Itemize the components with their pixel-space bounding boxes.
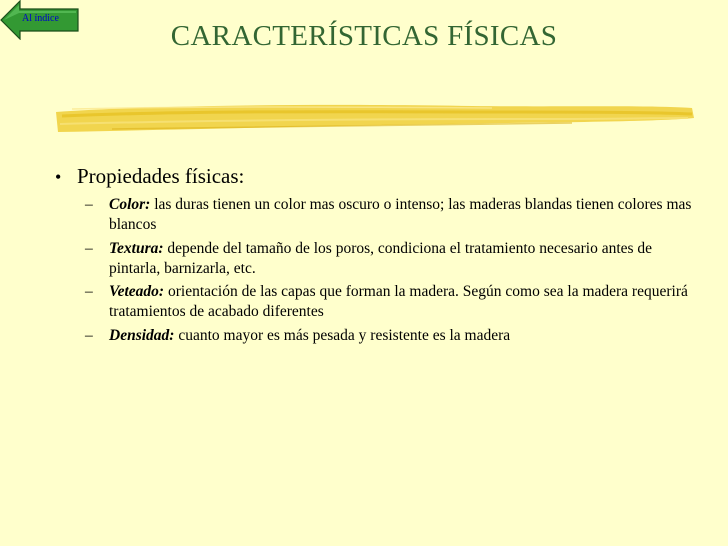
- back-button-label: Al índice: [22, 13, 59, 24]
- item-text: las duras tienen un color mas oscuro o intenso; las maderas blandas tienen colores mas blancos: [109, 196, 692, 233]
- dash-icon: –: [85, 196, 93, 213]
- list-item: [85, 239, 705, 279]
- item-text: orientación de las capas que forman la madera. Según como sea la madera requerirá tratamientos de acabado diferentes: [109, 283, 688, 320]
- item-term: Densidad:: [109, 326, 175, 344]
- list-item: [85, 326, 705, 346]
- item-term: Veteado:: [109, 283, 165, 300]
- item-text: cuanto mayor es más pesada y resistente es la madera: [178, 326, 511, 344]
- sub-bullet-list: [55, 195, 705, 346]
- main-bullet: [55, 163, 705, 191]
- item-text: depende del tamaño de los poros, condiciona el tratamiento necesario antes de pintarla, barnizarla, etc.: [109, 239, 653, 277]
- main-bullet-text: Propiedades físicas:: [77, 164, 245, 188]
- item-term: Textura:: [109, 239, 164, 257]
- bullet-icon: •: [55, 167, 62, 187]
- list-item: [85, 282, 705, 322]
- brush-stroke-divider: [52, 98, 696, 136]
- dash-icon: –: [85, 239, 93, 257]
- item-term: Color:: [109, 196, 151, 213]
- slide-title: CARACTERÍSTICAS FÍSICAS: [170, 20, 558, 52]
- list-item: [85, 195, 705, 235]
- slide-content: [55, 163, 705, 349]
- dash-icon: –: [85, 326, 93, 344]
- dash-icon: –: [85, 283, 93, 300]
